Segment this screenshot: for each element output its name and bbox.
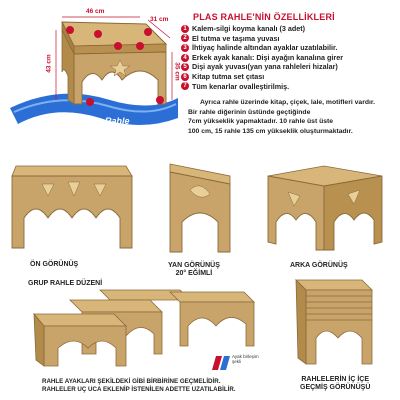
product-label: Plas Rahle [84,116,130,126]
feature-item: 6 Kitap tutma set çıtası [181,72,343,82]
brand-logo-icon [212,352,234,374]
group-note-line1: RAHLE AYAKLARI ŞEKİLDEKİ GİBİ BİRBİRİNE GEÇMELİDİR. [42,378,221,385]
features-list [181,24,343,91]
dim-left-height: 43 cm [45,54,53,73]
info-paragraph [188,98,398,136]
group-title: GRUP RAHLE DÜZENİ [28,280,103,287]
feature-item: 4 Erkek ayak kanalı: Dişi ayağın kanalına girer [181,53,343,63]
info-line: 7cm yükseklik yapmaktadır. 10 rahle üst üste [188,118,334,126]
front-view-illustration [8,160,138,252]
info-line: Ayrıca rahle üzerinde kitap, çiçek, lale, motifleri vardır. [200,99,376,106]
back-view-caption: ARKA GÖRÜNÜŞ [290,262,348,269]
info-line: Bir rahle diğerinin üstünde geçtiğinde [188,108,311,116]
dim-depth: 31 cm [150,16,169,23]
stack-caption [300,376,370,392]
feature-item: 1 Kalem-silgi koyma kanalı (3 adet) [181,24,343,34]
features-title: PLAS RAHLE'NİN ÖZELLİKLERİ [193,12,335,22]
group-note-line2: RAHLELER UÇ UCA EKLENİP İSTENİLEN ADETTE UZATILABİLİR. [42,386,236,394]
info-line: 100 cm, 15 rahle 135 cm yükseklik oluşturmaktadır. [188,127,353,135]
side-view-caption [168,262,220,278]
brand-text: Ayak birleşim şekli [232,354,259,364]
dim-right-height: 35 cm [173,62,181,81]
stack-caption-line1: RAHLELERİN İÇ İÇE [301,376,370,383]
back-view-illustration [258,162,392,254]
feature-item: 7 Tüm kenarlar ovalleştirilmiş. [181,82,343,92]
feature-item: 5 Dişi ayak yuvası(yan yana rahleleri hizalar) [181,62,343,72]
group-note [42,378,236,394]
stacked-rahle-illustration [284,274,380,370]
dim-top-width: 46 cm [86,8,105,15]
stack-caption-line2: GEÇMİŞ GÖRÜNÜŞÜ [300,384,371,391]
side-view-line1: YAN GÖRÜNÜŞ [168,262,220,269]
side-view-illustration [160,160,240,256]
feature-item: 3 İhtiyaç halinde altından ayaklar uzatılabilir. [181,43,343,53]
feature-item: 2 El tutma ve taşıma yuvası [181,34,343,44]
front-view-caption: ÖN GÖRÜNÜŞ [30,261,79,268]
side-view-line2: 20° EĞİMLİ [175,270,213,277]
